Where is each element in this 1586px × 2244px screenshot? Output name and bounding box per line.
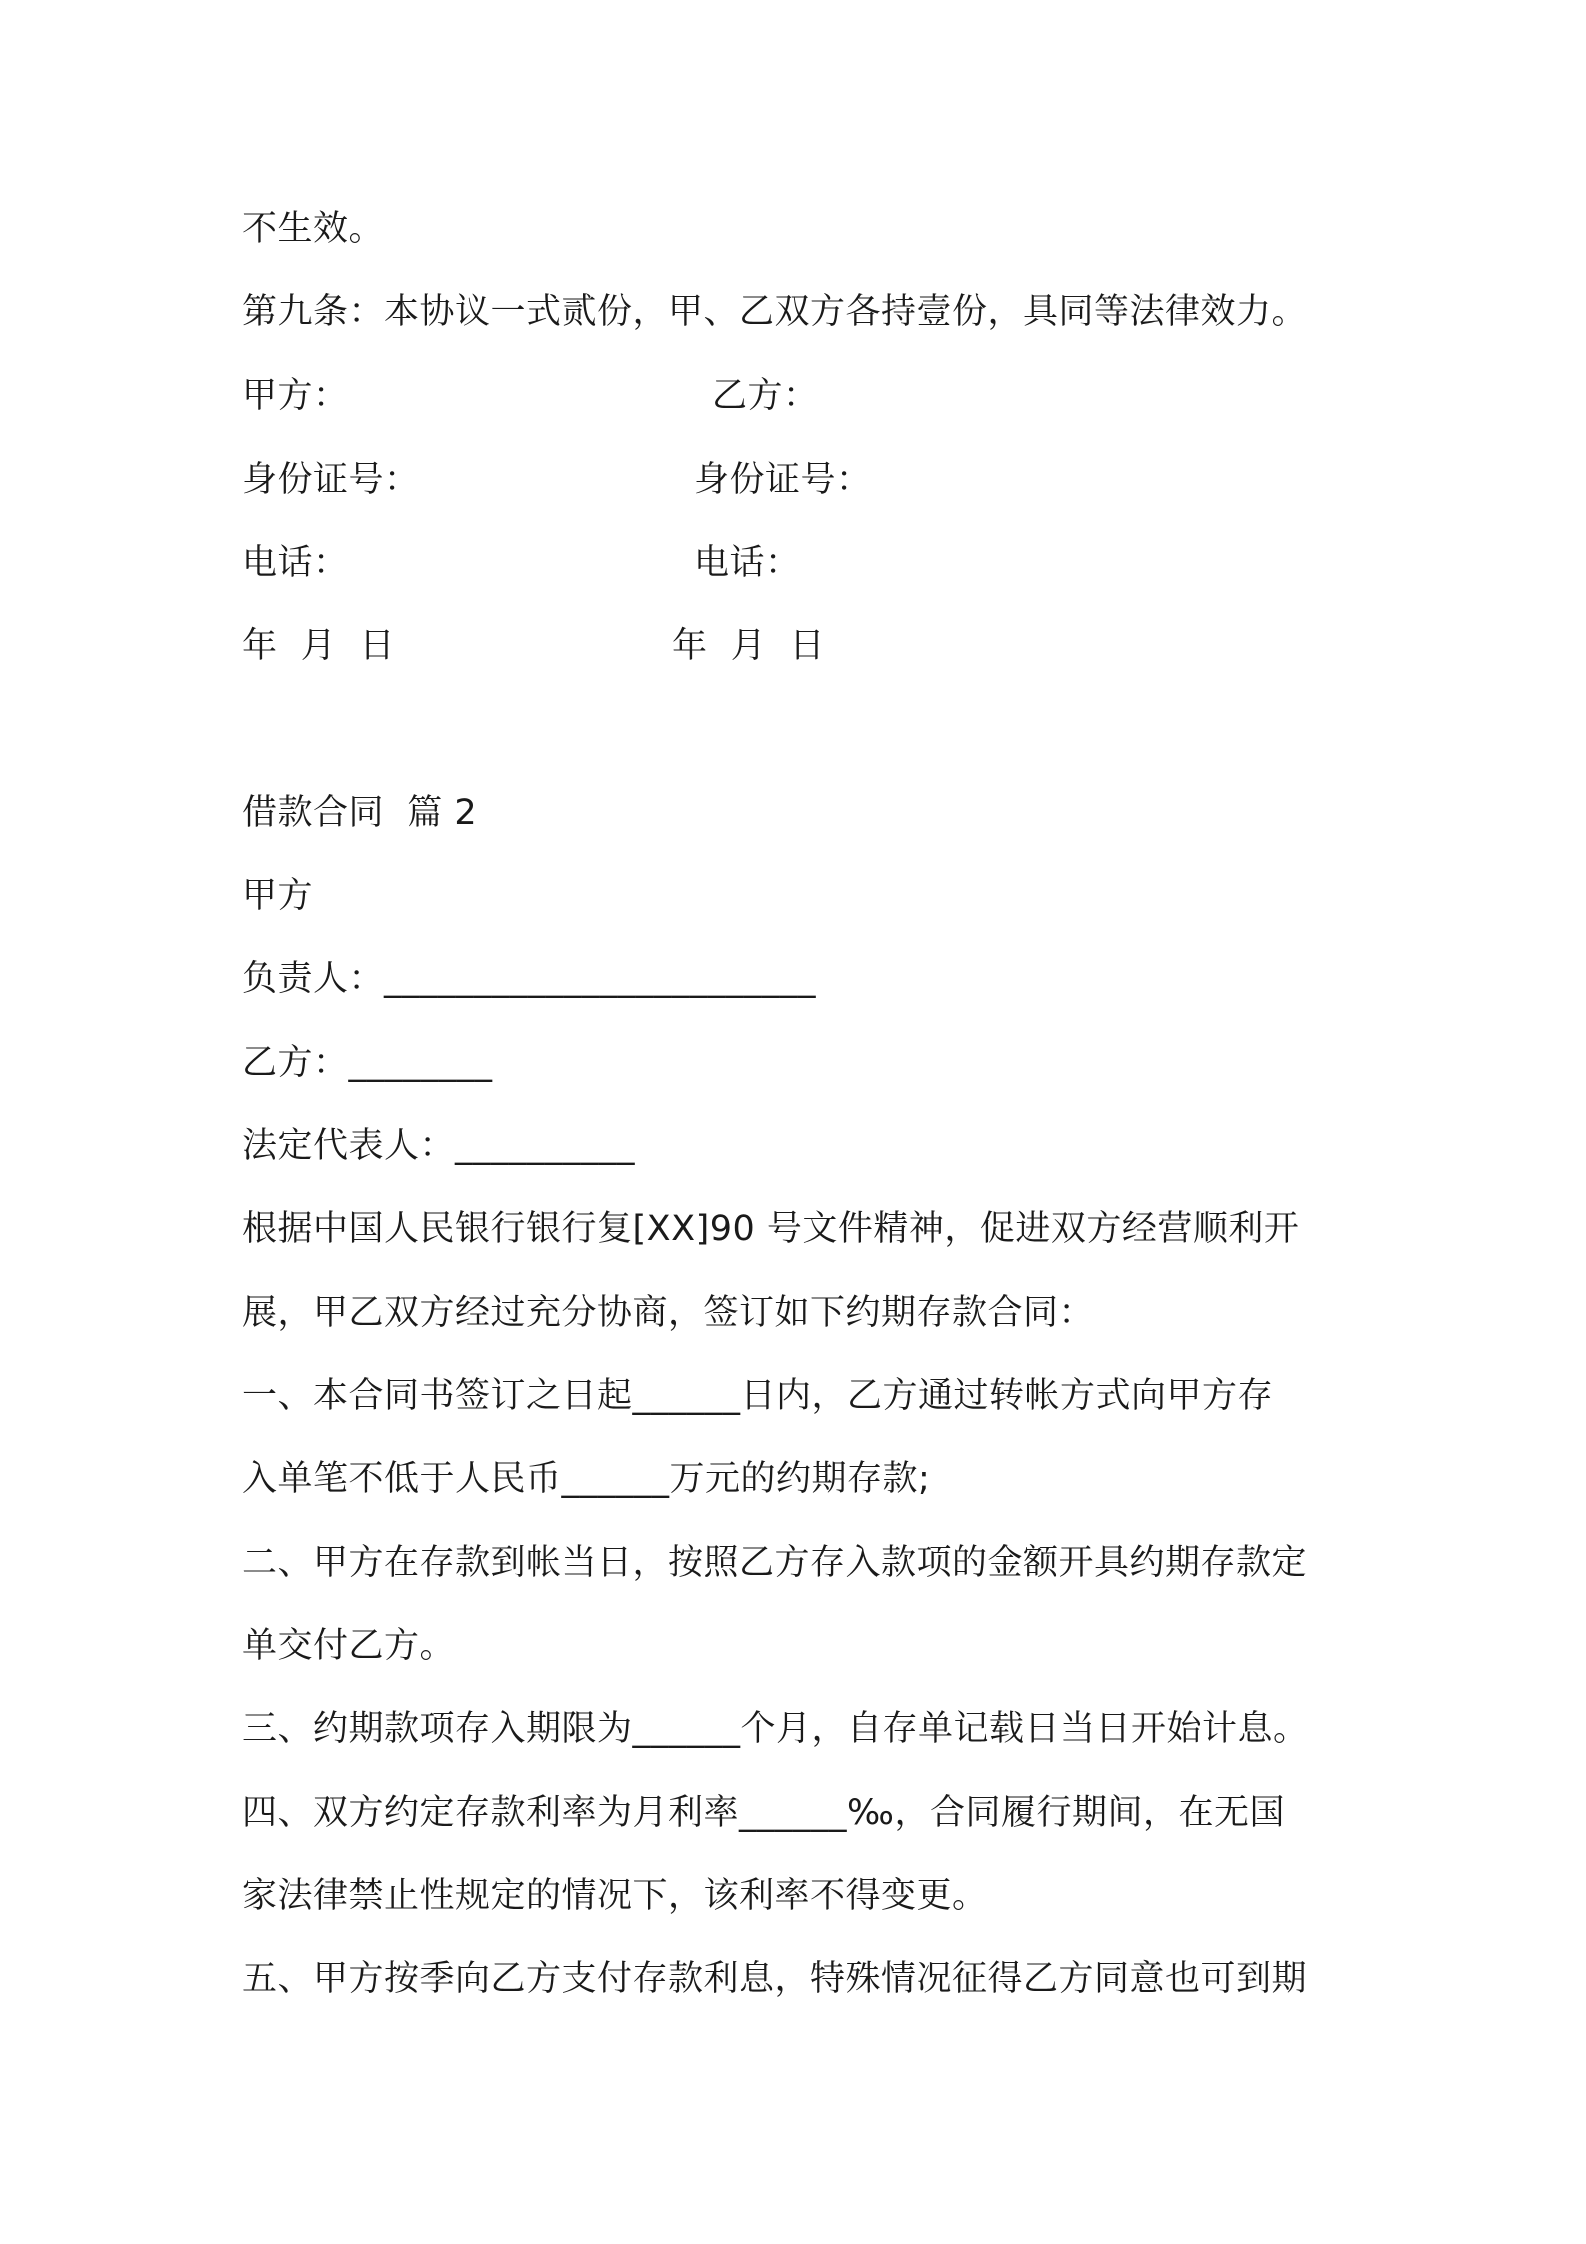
id-number-b-label: 身份证号： <box>694 460 872 500</box>
intro-paragraph-line1: 根据中国人民银行银行复[XX]90 号文件精神，促进双方经营顺利开 <box>242 1209 1300 1249</box>
phone-a-label: 电话： <box>242 543 349 583</box>
intro-paragraph-line2: 展，甲乙双方经过充分协商，签订如下约期存款合同： <box>242 1293 1095 1333</box>
clause-2-line2: 单交付乙方。 <box>242 1626 456 1666</box>
phone-b-label: 电话： <box>694 543 801 583</box>
clause-1-line1: 一、本合同书签订之日起______日内，乙方通过转帐方式向甲方存 <box>242 1376 1274 1416</box>
party-a-heading: 甲方 <box>242 876 314 916</box>
date-b: 年 月 日 <box>672 626 826 666</box>
section-title: 借款合同 篇 2 <box>242 793 478 833</box>
clause-4-line1: 四、双方约定存款利率为月利率______‰，合同履行期间，在无国 <box>242 1793 1285 1833</box>
legal-representative-field: 法定代表人：__________ <box>242 1126 636 1166</box>
date-a: 年 月 日 <box>242 626 396 666</box>
article-nine: 第九条：本协议一式贰份，甲、乙双方各持壹份，具同等法律效力。 <box>242 292 1308 332</box>
responsible-person-field: 负责人：________________________ <box>242 959 817 999</box>
party-a-label: 甲方： <box>242 376 349 416</box>
party-b-label: 乙方： <box>712 376 819 416</box>
clause-4-line2: 家法律禁止性规定的情况下，该利率不得变更。 <box>242 1876 988 1916</box>
clause-5-line1: 五、甲方按季向乙方支付存款利息，特殊情况征得乙方同意也可到期 <box>242 1959 1308 1999</box>
continuation-text: 不生效。 <box>242 209 385 249</box>
id-number-a-label: 身份证号： <box>242 460 420 500</box>
party-b-field: 乙方：________ <box>242 1043 493 1083</box>
clause-2-line1: 二、甲方在存款到帐当日，按照乙方存入款项的金额开具约期存款定 <box>242 1543 1308 1583</box>
clause-1-line2: 入单笔不低于人民币______万元的约期存款; <box>242 1459 931 1499</box>
clause-3-line1: 三、约期款项存入期限为______个月，自存单记载日当日开始计息。 <box>242 1709 1309 1749</box>
